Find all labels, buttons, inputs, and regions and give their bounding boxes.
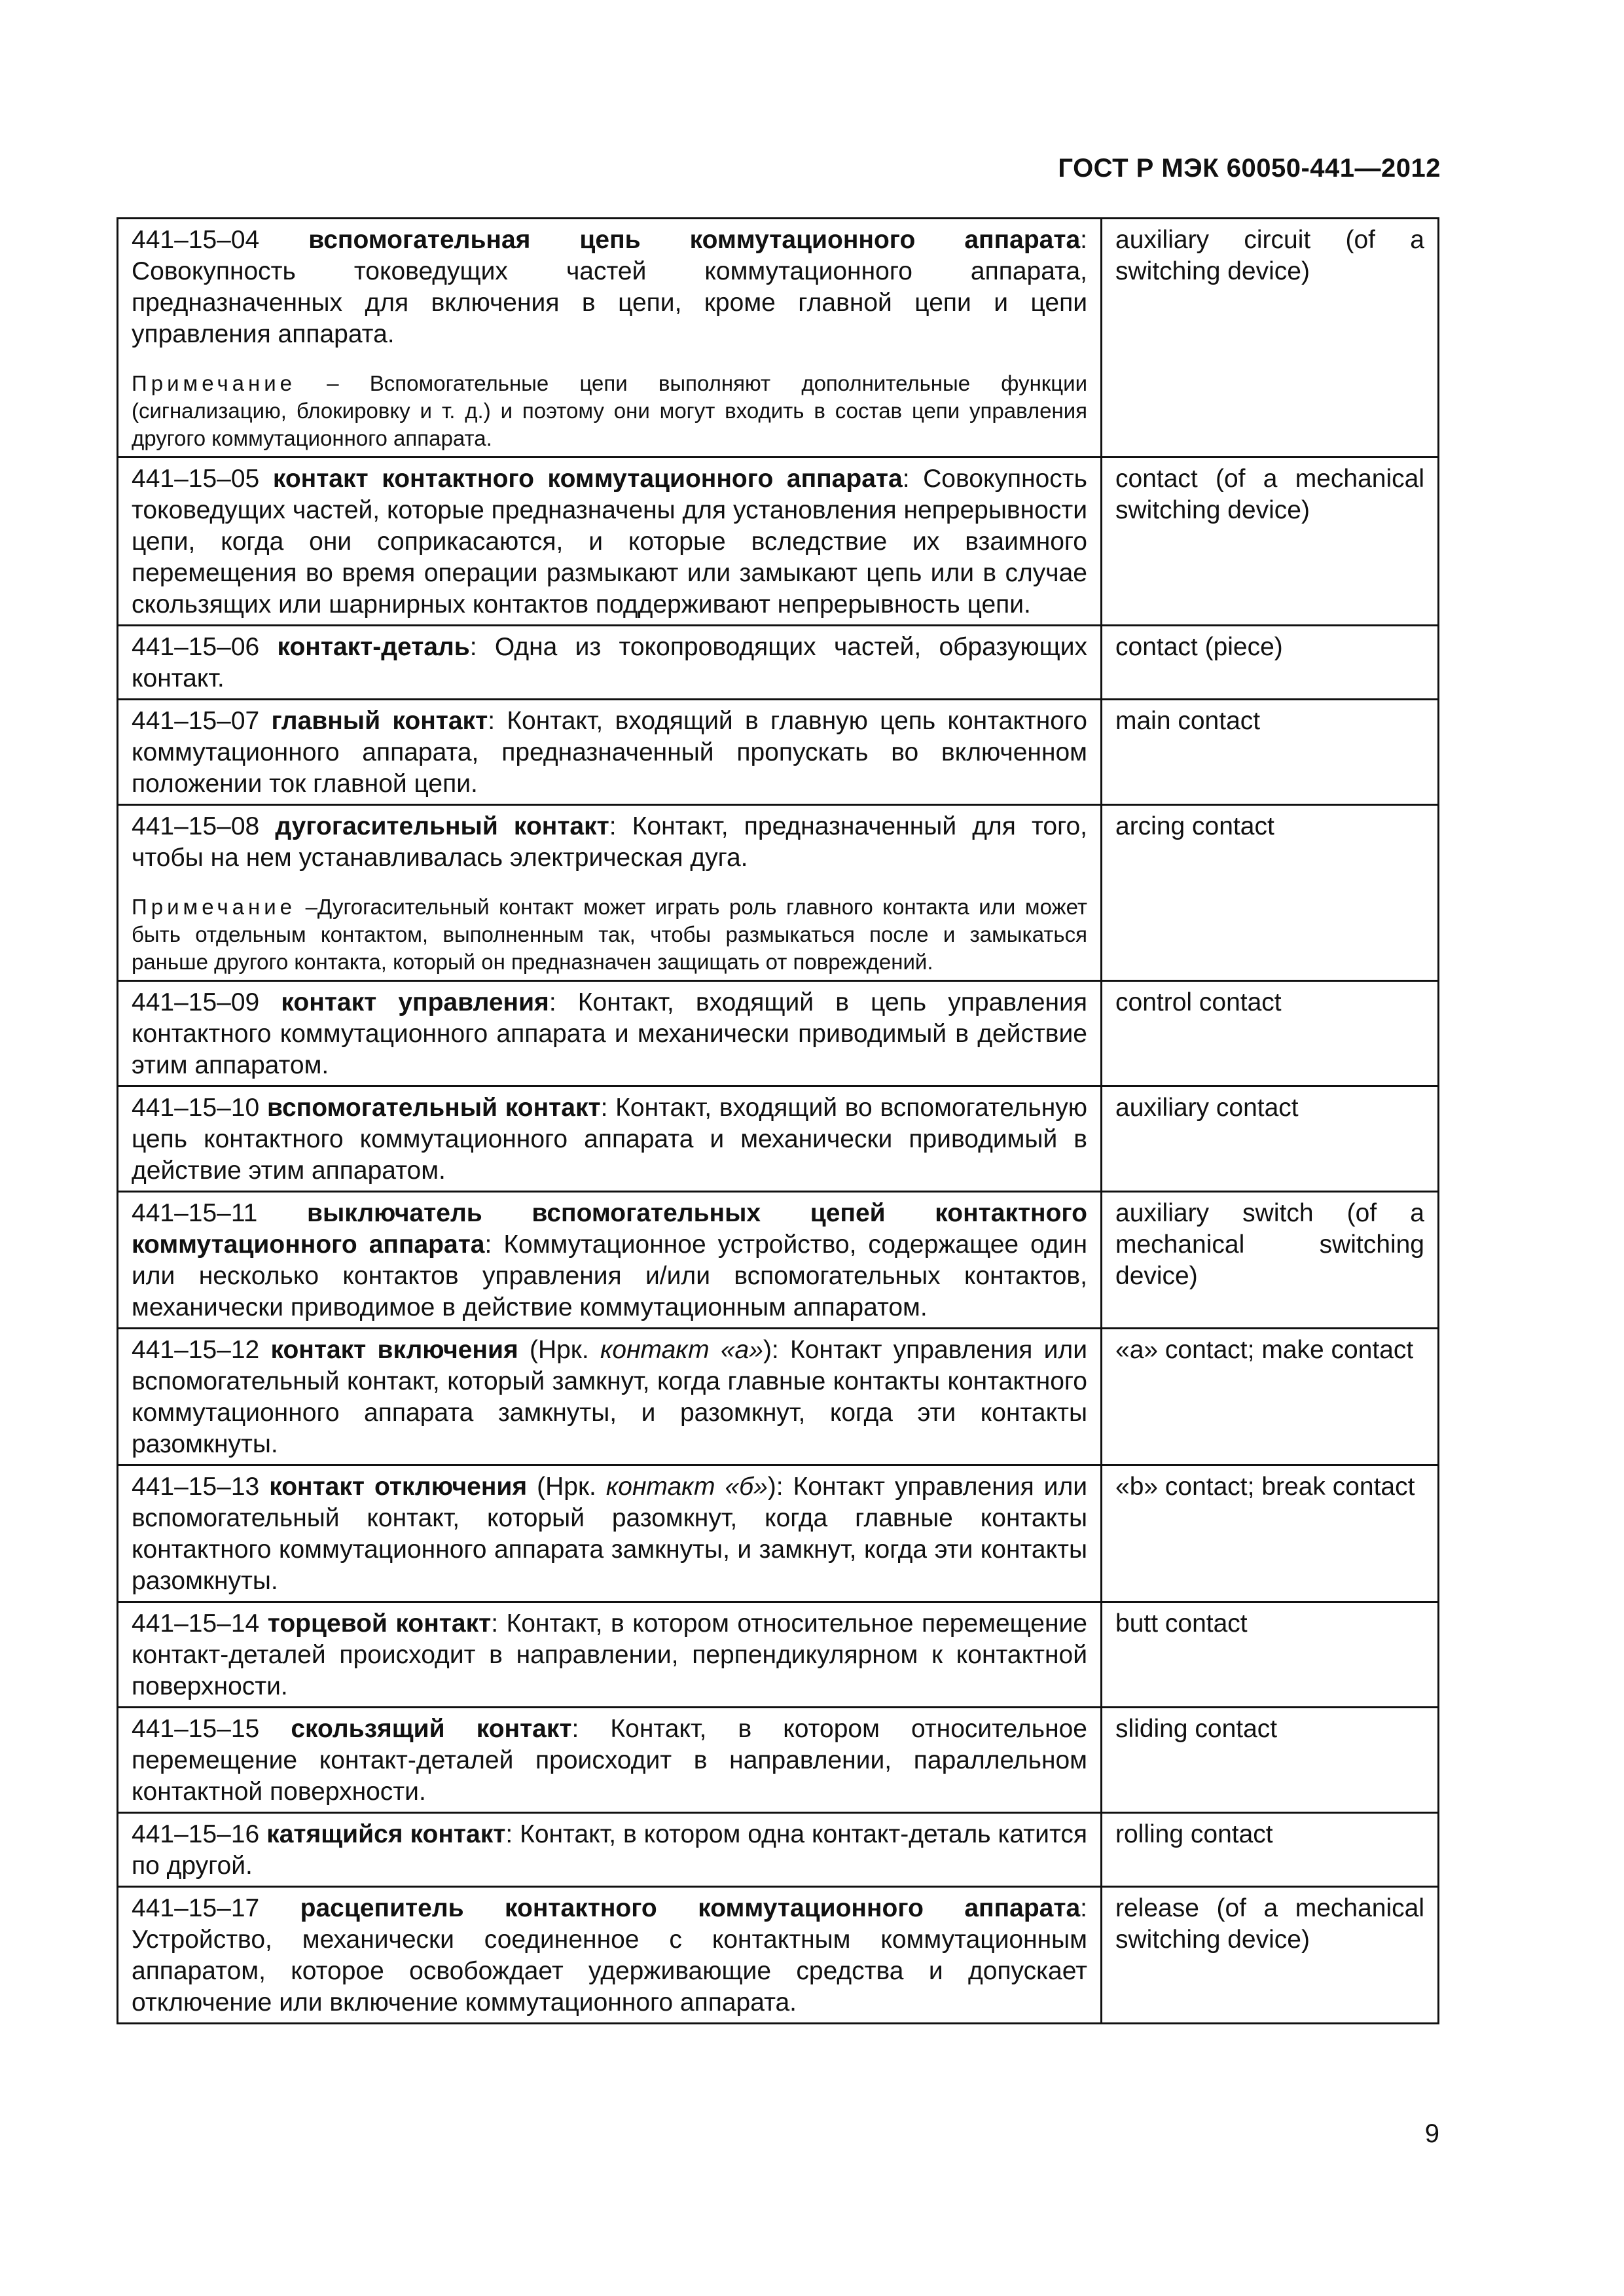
term-title: контакт включения xyxy=(270,1336,518,1364)
definition-cell xyxy=(118,805,1102,981)
term-number: 441–15–05 xyxy=(132,465,260,493)
term-definition: : Коммутационное устройство, содержащее один или несколько контактов управления и/или вспомогательных контактов, механически приводимое в действие коммутационным аппаратом. xyxy=(132,1230,1087,1321)
definition-cell xyxy=(118,1708,1102,1813)
english-term-cell: auxiliary contact xyxy=(1102,1086,1439,1192)
term-title: контакт управления xyxy=(281,988,549,1016)
definition-cell xyxy=(118,1192,1102,1329)
table-row xyxy=(118,1086,1439,1192)
term-definition: : Контакт, в котором относительное перемещение контакт-деталей происходит в направлении, перпендикулярном к контактной поверхности. xyxy=(132,1609,1087,1700)
term-title: торцевой контакт xyxy=(267,1609,492,1638)
definition-cell xyxy=(118,700,1102,805)
note-text: –Дугогасительный контакт может играть роль главного контакта или может быть отдельным контактом, выполненным так, чтобы размыкаться после и замыкаться раньше другого контакта, который он предназначен защищать от повреждений. xyxy=(132,895,1087,974)
term-definition: : Контакт, входящий в цепь управления контактного коммутационного аппарата и механически приводимый в действие этим аппаратом. xyxy=(132,988,1087,1079)
definition-cell xyxy=(118,1602,1102,1708)
term-definition: : Устройство, механически соединенное с контактным коммутационным аппаратом, которое освобождает удерживающие средства и допускает отключение или включение коммутационного аппарата. xyxy=(132,1894,1087,2017)
table-row xyxy=(118,981,1439,1086)
english-term-cell: control contact xyxy=(1102,981,1439,1086)
term-number: 441–15–15 xyxy=(132,1715,260,1743)
table-row xyxy=(118,626,1439,700)
definition-cell xyxy=(118,626,1102,700)
term-note xyxy=(132,893,1087,976)
term-number: 441–15–04 xyxy=(132,226,260,254)
table-row xyxy=(118,1708,1439,1813)
term-title: главный контакт xyxy=(271,707,488,735)
table-row xyxy=(118,1329,1439,1465)
english-term-cell: auxiliary switch (of a mechanical switching device) xyxy=(1102,1192,1439,1329)
definition-cell xyxy=(118,1887,1102,2024)
english-term-cell: arcing contact xyxy=(1102,805,1439,981)
english-term-cell: rolling contact xyxy=(1102,1813,1439,1887)
note-label: Примечание xyxy=(132,371,297,395)
english-term-cell: main contact xyxy=(1102,700,1439,805)
table-row xyxy=(118,1887,1439,2024)
definition-cell xyxy=(118,457,1102,626)
deprecated-term: контакт «б» xyxy=(605,1473,768,1501)
english-term-cell: auxiliary circuit (of a switching device) xyxy=(1102,219,1439,457)
note-label: Примечание xyxy=(132,895,297,919)
term-title: контакт отключения xyxy=(269,1473,528,1501)
term-title: контакт-деталь xyxy=(277,633,470,661)
term-definition: : Контакт, в котором относительное перемещение контакт-деталей происходит в направлении, параллельном контактной поверхности. xyxy=(132,1715,1087,1806)
term-number: 441–15–12 xyxy=(132,1336,260,1364)
term-number: 441–15–14 xyxy=(132,1609,260,1638)
deprecated-prefix: (Нрк. xyxy=(518,1336,600,1364)
table-row xyxy=(118,1465,1439,1602)
term-number: 441–15–16 xyxy=(132,1820,260,1848)
definition-cell xyxy=(118,1086,1102,1192)
terms-table xyxy=(117,217,1439,2024)
term-note xyxy=(132,370,1087,452)
term-title: контакт контактного коммутационного аппарата xyxy=(272,465,903,493)
page-number: 9 xyxy=(1424,2119,1439,2148)
term-definition: : Контакт, входящий во вспомогательную цепь контактного коммутационного аппарата и механически приводимый в действие этим аппаратом. xyxy=(132,1094,1087,1185)
term-title: вспомогательный контакт xyxy=(266,1094,601,1122)
term-title: выключатель вспомогательных цепей контактного коммутационного аппарата xyxy=(132,1199,1087,1259)
table-row xyxy=(118,1602,1439,1708)
table-row xyxy=(118,700,1439,805)
english-term-cell: contact (piece) xyxy=(1102,626,1439,700)
term-number: 441–15–17 xyxy=(132,1894,260,1922)
term-title: дугогасительный контакт xyxy=(275,812,609,840)
term-number: 441–15–09 xyxy=(132,988,260,1016)
english-term-cell: «a» contact; make contact xyxy=(1102,1329,1439,1465)
table-row xyxy=(118,1813,1439,1887)
english-term-cell: sliding contact xyxy=(1102,1708,1439,1813)
term-title: вспомогательная цепь коммутационного аппарата xyxy=(308,226,1081,254)
term-number: 441–15–11 xyxy=(132,1199,258,1227)
term-definition: : Контакт, входящий в главную цепь контактного коммутационного аппарата, предназначенный пропускать во включенном положении ток главной цепи. xyxy=(132,707,1087,798)
term-title: скользящий контакт xyxy=(291,1715,572,1743)
definition-cell xyxy=(118,1465,1102,1602)
definition-cell xyxy=(118,219,1102,457)
english-term-cell: «b» contact; break contact xyxy=(1102,1465,1439,1602)
term-definition: ): Контакт управления или вспомогательный контакт, который разомкнут, когда главные контакты контактного коммутационного аппарата замкнуты, и замкнут, когда эти контакты разомкнуты. xyxy=(132,1473,1087,1595)
term-number: 441–15–10 xyxy=(132,1094,260,1122)
definition-cell xyxy=(118,1813,1102,1887)
table-row xyxy=(118,457,1439,626)
definition-cell xyxy=(118,981,1102,1086)
term-number: 441–15–08 xyxy=(132,812,260,840)
definition-cell xyxy=(118,1329,1102,1465)
term-definition: : Контакт, предназначенный для того, чтобы на нем устанавливалась электрическая дуга. xyxy=(132,812,1087,872)
term-definition: : Одна из токопроводящих частей, образующих контакт. xyxy=(132,633,1087,692)
term-number: 441–15–07 xyxy=(132,707,260,735)
document-header: ГОСТ Р МЭК 60050-441—2012 xyxy=(1058,154,1441,183)
term-number: 441–15–13 xyxy=(132,1473,260,1501)
deprecated-term: контакт «а» xyxy=(600,1336,763,1364)
term-definition: : Совокупность токоведущих частей коммутационного аппарата, предназначенных для включения в цепи, кроме главной цепи и цепи управления аппарата. xyxy=(132,226,1087,348)
term-number: 441–15–06 xyxy=(132,633,260,661)
term-definition: : Совокупность токоведущих частей, которые предназначены для установления непрерывности цепи, когда они соприкасаются, и которые вследствие их взаимного перемещения во время операции размыкают или замыкают цепь или в случае скользящих или шарнирных контактов поддерживают непрерывность цепи. xyxy=(132,465,1087,619)
term-definition: : Контакт, в котором одна контакт-деталь катится по другой. xyxy=(132,1820,1087,1880)
table-row xyxy=(118,1192,1439,1329)
english-term-cell: butt contact xyxy=(1102,1602,1439,1708)
term-title: катящийся контакт xyxy=(266,1820,506,1848)
table-row xyxy=(118,219,1439,457)
english-term-cell: release (of a mechanical switching device) xyxy=(1102,1887,1439,2024)
table-row xyxy=(118,805,1439,981)
term-title: расцепитель контактного коммутационного аппарата xyxy=(300,1894,1081,1922)
note-text: – Вспомогательные цепи выполняют дополнительные функции (сигнализацию, блокировку и т. д.) и поэтому они могут входить в состав цепи управления другого коммутационного аппарата. xyxy=(132,371,1087,450)
deprecated-prefix: (Нрк. xyxy=(527,1473,606,1501)
term-definition: ): Контакт управления или вспомогательный контакт, который замкнут, когда главные контакты контактного коммутационного аппарата замкнуты, и разомкнут, когда эти контакты разомкнуты. xyxy=(132,1336,1087,1458)
english-term-cell: contact (of a mechanical switching device) xyxy=(1102,457,1439,626)
